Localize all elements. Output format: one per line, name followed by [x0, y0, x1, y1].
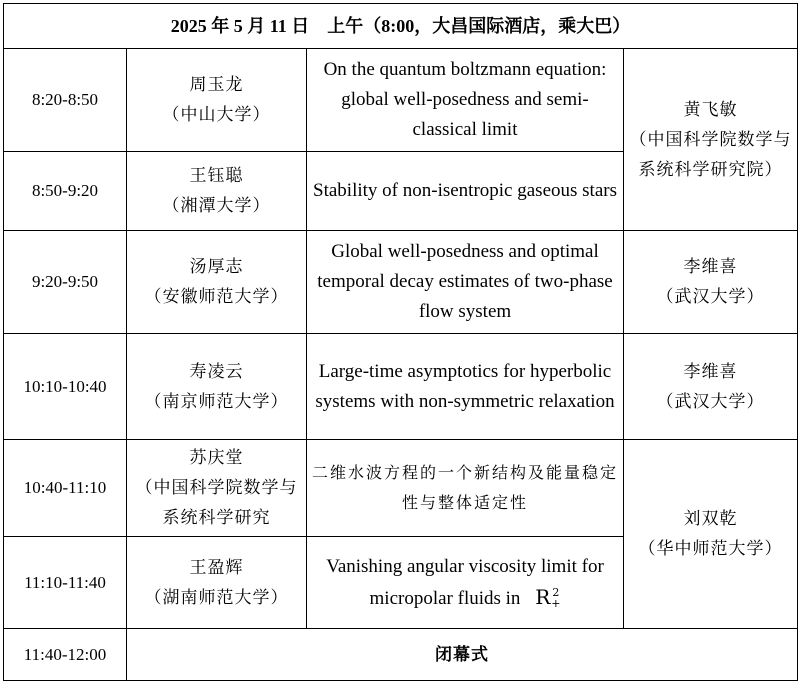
speaker-affiliation: （湘潭大学） [162, 196, 271, 216]
chair-cell [624, 334, 798, 440]
speaker-cell [127, 537, 307, 629]
speaker-cell [127, 49, 307, 152]
speaker-name: 周玉龙 [189, 75, 244, 95]
math-symbol [535, 585, 560, 609]
chair-name: 黄飞敏 [683, 99, 738, 120]
chair-affiliation: （武汉大学） [656, 391, 765, 412]
time-slot: 8:50-9:20 [4, 152, 127, 231]
time-slot: 11:10-11:40 [4, 537, 127, 629]
talk-title: 二维水波方程的一个新结构及能量稳定性与整体适定性 [307, 440, 624, 537]
chair-cell [624, 49, 798, 231]
speaker-name: 王盈辉 [189, 557, 244, 578]
chair-name: 李维喜 [683, 257, 738, 277]
math-base: R [535, 584, 551, 609]
table-row [4, 49, 798, 152]
talk-title: Large-time asymptotics for hyperbolic systems with non-symmetric relaxation [307, 334, 624, 440]
speaker-affiliation: （南京师范大学） [144, 391, 289, 412]
talk-title: Global well-posedness and optimal temporal decay estimates of two-phase flow system [307, 231, 624, 334]
speaker-cell [127, 334, 307, 440]
speaker-affiliation: （中山大学） [162, 105, 271, 125]
chair-affiliation: （华中师范大学） [638, 539, 783, 559]
closing-ceremony: 闭幕式 [127, 629, 798, 681]
talk-title: Vanishing angular viscosity limit for micropolar fluids in [326, 555, 604, 609]
chair-name: 李维喜 [683, 361, 738, 382]
time-slot: 10:40-11:10 [4, 440, 127, 537]
talk-title: Stability of non-isentropic gaseous stars [307, 152, 624, 231]
speaker-name: 苏庆堂 [189, 448, 244, 468]
schedule-table [3, 3, 798, 681]
chair-cell [624, 231, 798, 334]
speaker-affiliation: （安徽师范大学） [144, 287, 289, 307]
header-row [4, 4, 798, 49]
speaker-cell [127, 231, 307, 334]
speaker-name: 王钰聪 [189, 166, 244, 186]
talk-title-cell [307, 537, 624, 629]
chair-affiliation: （武汉大学） [656, 287, 765, 307]
chair-cell [624, 440, 798, 629]
table-row [4, 440, 798, 537]
speaker-name: 寿凌云 [189, 361, 244, 382]
time-slot: 8:20-8:50 [4, 49, 127, 152]
time-slot: 9:20-9:50 [4, 231, 127, 334]
speaker-name: 汤厚志 [189, 257, 244, 277]
session-header: 2025 年 5 月 11 日 上午（8:00，大昌国际酒店，乘大巴） [4, 4, 798, 49]
speaker-cell [127, 152, 307, 231]
time-slot: 10:10-10:40 [4, 334, 127, 440]
chair-affiliation: （中国科学院数学与系统科学研究院） [629, 129, 792, 180]
speaker-affiliation: （中国科学院数学与系统科学研究 [135, 478, 298, 528]
math-superscript: 2 [552, 586, 560, 599]
time-slot: 11:40-12:00 [4, 629, 127, 681]
table-row [4, 231, 798, 334]
chair-name: 刘双乾 [683, 509, 738, 529]
speaker-affiliation: （湖南师范大学） [144, 587, 289, 608]
math-subscript: + [551, 597, 561, 610]
speaker-cell [127, 440, 307, 537]
table-row [4, 629, 798, 681]
table-row [4, 334, 798, 440]
talk-title: On the quantum boltzmann equation: global well-posedness and semi-classical limit [307, 49, 624, 152]
